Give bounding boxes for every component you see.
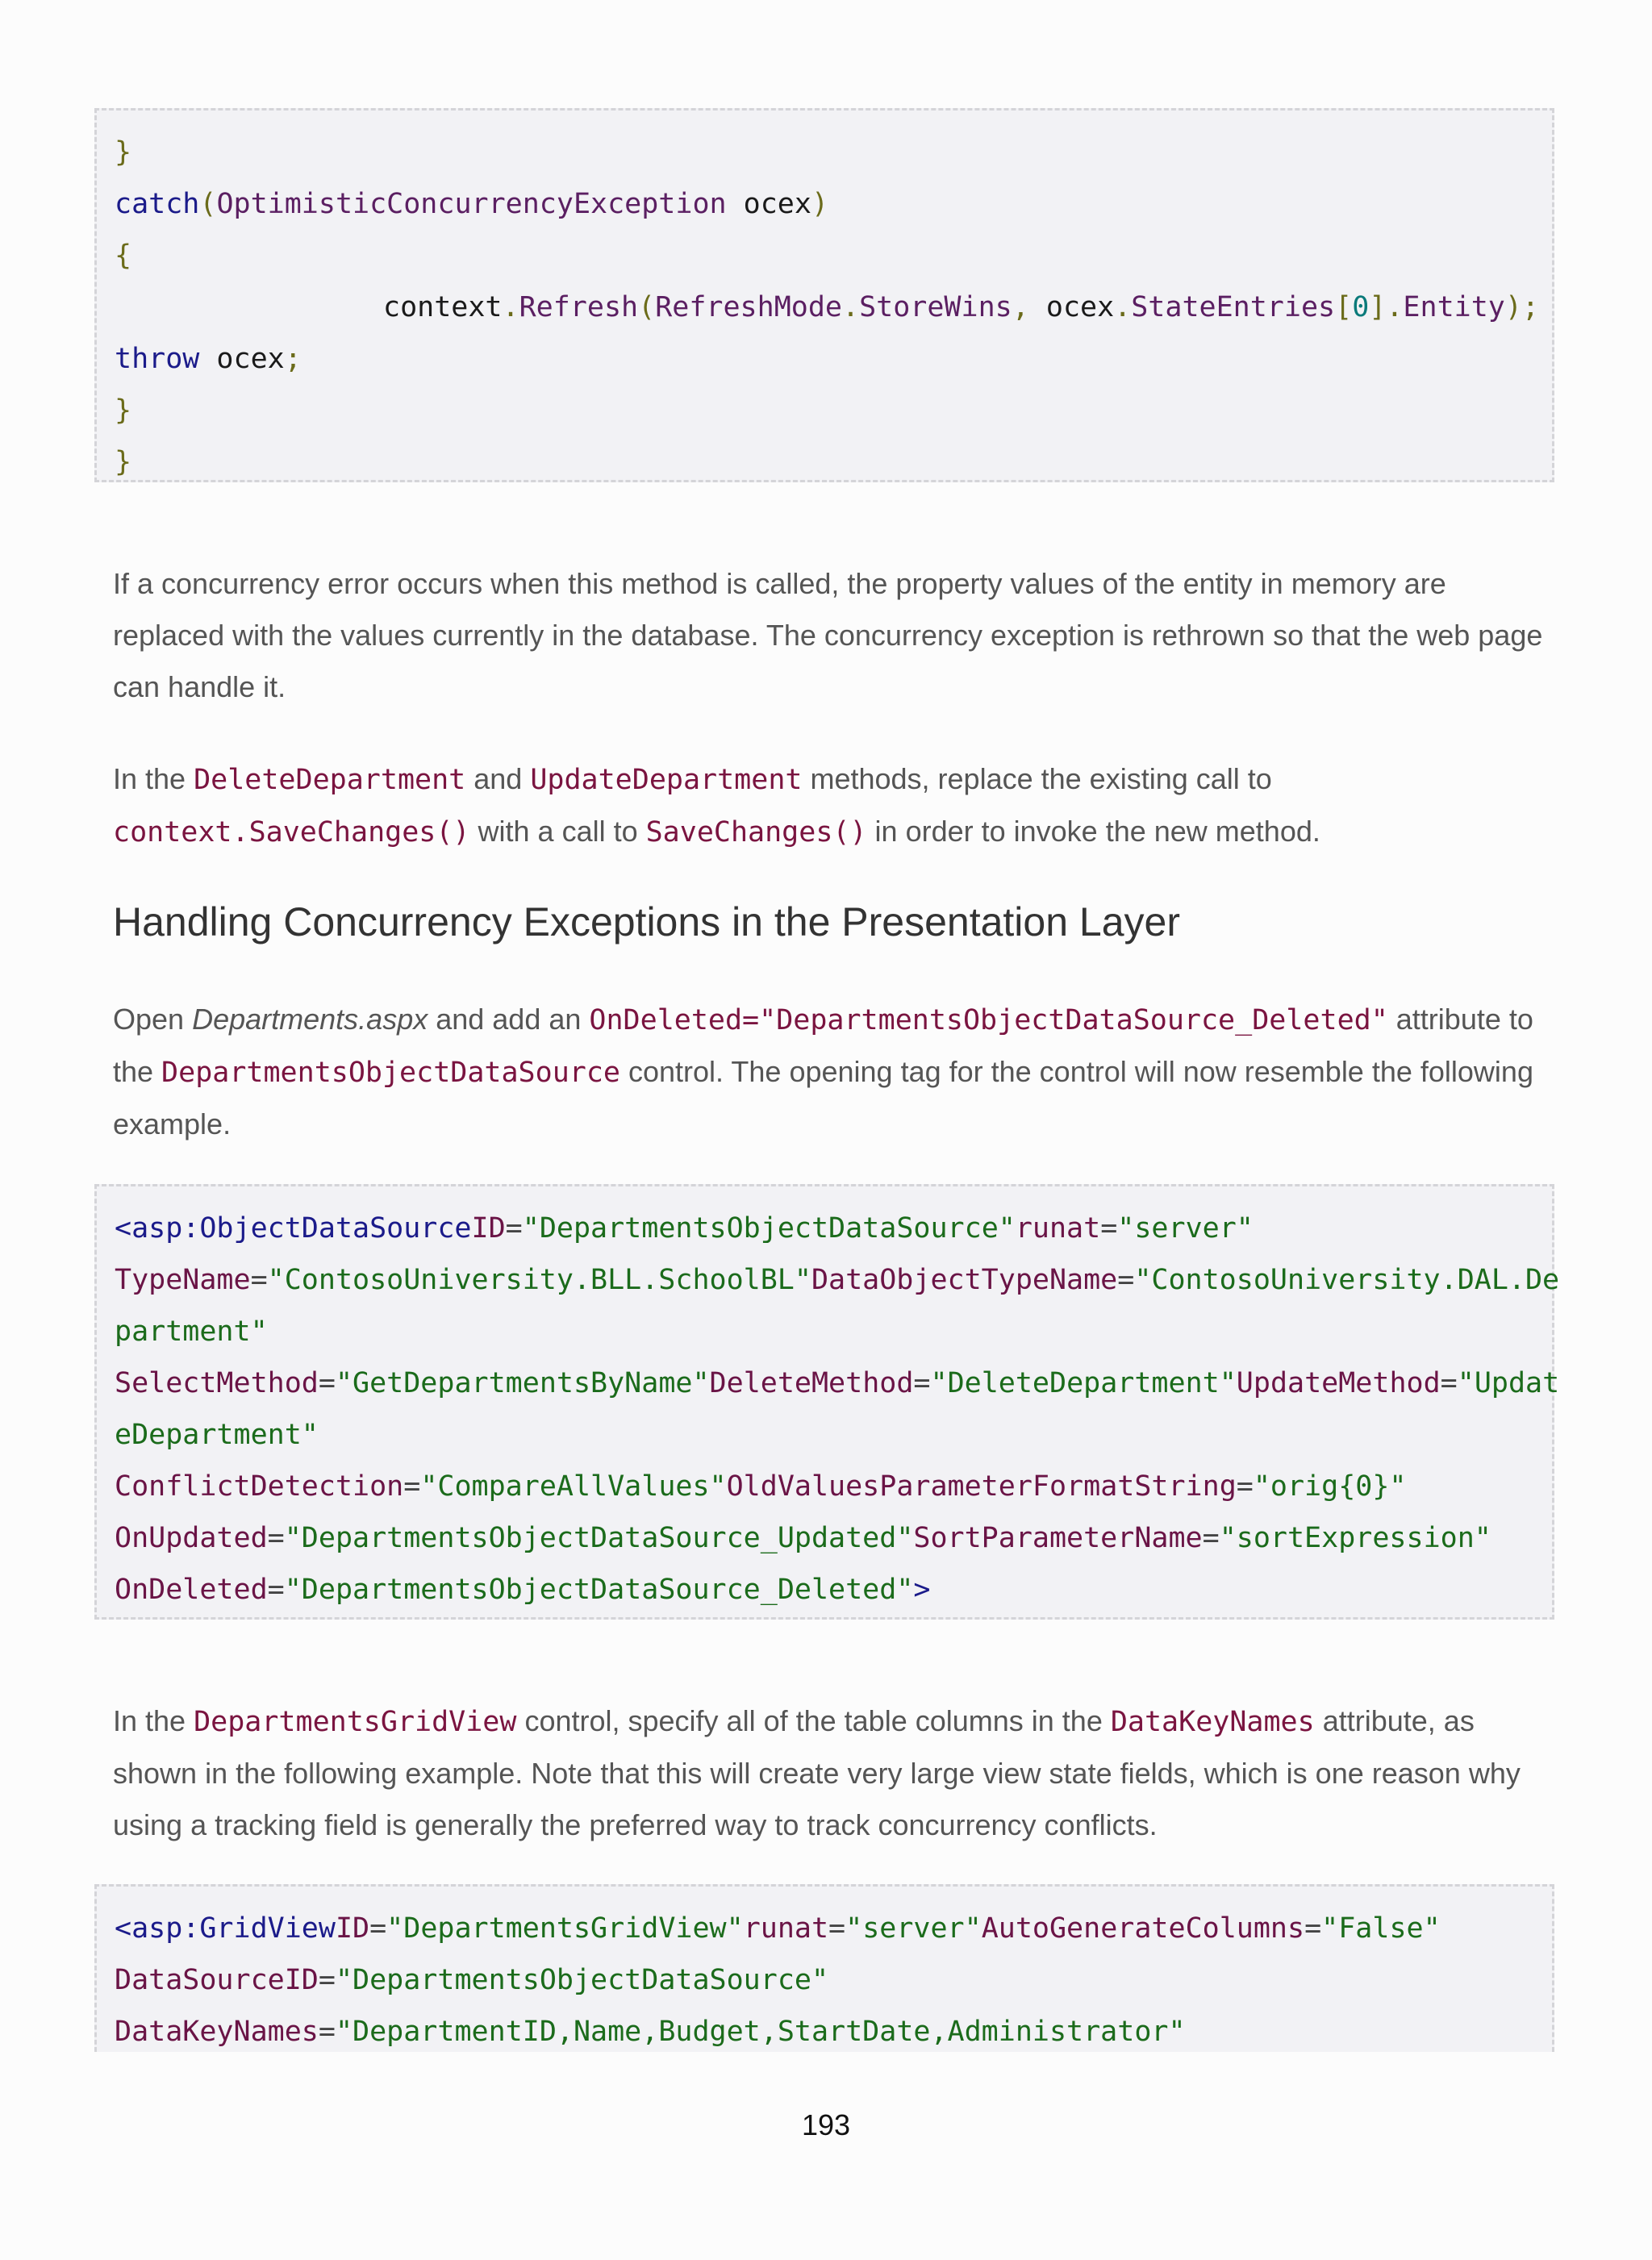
code-string: "Updat	[1457, 1367, 1560, 1399]
code-line-8	[115, 1564, 1534, 1616]
code-token: );	[1504, 291, 1540, 323]
code-attr: ConflictDetection	[115, 1470, 404, 1503]
code-string: "DeleteDepartment"	[930, 1367, 1237, 1399]
code-eq: =	[369, 1912, 387, 1945]
code-line-7	[115, 436, 1534, 488]
code-ident: context	[383, 291, 503, 323]
code-type: StoreWins	[859, 291, 1012, 323]
text: In the	[113, 762, 194, 795]
code-attr: DataObjectTypeName	[811, 1264, 1118, 1296]
code-line-5	[115, 1409, 1534, 1461]
code-token: ]	[1369, 291, 1387, 323]
code-eq: =	[1202, 1522, 1220, 1554]
code-line-2	[115, 1954, 1534, 2006]
text: and add an	[428, 1003, 590, 1036]
code-eq: =	[505, 1212, 523, 1245]
code-eq: =	[318, 1367, 336, 1399]
code-type: StateEntries	[1131, 291, 1336, 323]
code-line-3	[115, 230, 1534, 281]
code-eq: =	[403, 1470, 421, 1503]
code-attr: runat	[1015, 1212, 1101, 1245]
code-keyword: catch	[115, 188, 200, 220]
code-attr: runat	[743, 1912, 829, 1945]
code-token: }	[115, 446, 132, 478]
inline-code: UpdateDepartment	[530, 764, 803, 796]
text: in order to invoke the new method.	[866, 815, 1320, 848]
text: attribute, as shown in the following example. Note that this will create very large view state fields, which is one reason why using a tracking field is generally the preferred way to track concurrency conflicts.	[113, 1704, 1521, 1841]
code-token: }	[115, 394, 132, 427]
code-string: "ContosoUniversity.DAL.De	[1134, 1264, 1560, 1296]
code-tag: >	[913, 1574, 931, 1606]
code-token: {	[115, 240, 132, 272]
code-block-objectdatasource	[94, 1184, 1560, 1620]
page-number: 193	[801, 2108, 851, 2141]
text: with a call to	[469, 815, 646, 848]
code-attr: TypeName	[115, 1264, 251, 1296]
code-eq: =	[318, 2016, 336, 2048]
code-string: "GetDepartmentsByName"	[335, 1367, 710, 1399]
inline-code: DeleteDepartment	[194, 764, 466, 796]
code-keyword: throw	[115, 343, 200, 375]
code-attr: ID	[471, 1212, 506, 1245]
code-line-2	[115, 1254, 1560, 1306]
code-tag: <asp:ObjectDataSource	[115, 1212, 472, 1245]
code-block-gridview	[94, 1884, 1554, 2052]
code-string: "DepartmentsGridView"	[386, 1912, 744, 1945]
inline-code: context.SaveChanges()	[113, 816, 470, 849]
code-token: (	[199, 188, 217, 220]
code-eq: =	[1440, 1367, 1458, 1399]
text: Open	[113, 1003, 193, 1036]
code-tag: <asp:GridView	[115, 1912, 336, 1945]
code-string: "orig{0}"	[1253, 1470, 1407, 1503]
code-token: )	[811, 188, 829, 220]
code-attr: OldValuesParameterFormatString	[726, 1470, 1237, 1503]
code-attr: AutoGenerateColumns	[981, 1912, 1305, 1945]
code-line-6	[115, 385, 1534, 436]
text: In the	[113, 1704, 194, 1737]
code-eq: =	[828, 1912, 846, 1945]
inline-code: DepartmentsGridView	[194, 1706, 517, 1738]
code-line-5	[115, 333, 1534, 385]
code-line-4	[115, 281, 1540, 333]
text: attribute to the	[113, 1003, 1533, 1088]
code-eq: =	[250, 1264, 268, 1296]
code-attr: OnUpdated	[115, 1522, 268, 1554]
code-string: "ContosoUniversity.BLL.SchoolBL"	[267, 1264, 811, 1296]
code-string: "DepartmentID,Name,Budget,StartDate,Administrator"	[335, 2016, 1186, 2048]
inline-code: SaveChanges()	[645, 816, 867, 849]
code-string: "DepartmentsObjectDataSource"	[522, 1212, 1016, 1245]
code-string: "False"	[1321, 1912, 1441, 1945]
code-line-1	[115, 1903, 1534, 1954]
code-type: OptimisticConcurrencyException	[216, 188, 727, 220]
code-token: ;	[284, 343, 302, 375]
paragraph-concurrency-error: If a concurrency error occurs when this method is called, the property values of the entity in memory are replaced with the values currently in the database. The concurrency exception is rethrown so that the web page can handle it.	[113, 567, 1543, 703]
paragraph-datakeynames	[113, 1695, 1549, 1851]
paragraph-open-departments	[113, 994, 1549, 1150]
code-string: "sortExpression"	[1219, 1522, 1491, 1554]
code-eq: =	[913, 1367, 931, 1399]
code-attr: UpdateMethod	[1236, 1367, 1441, 1399]
code-attr: OnDeleted	[115, 1574, 268, 1606]
code-token: .	[502, 291, 519, 323]
code-eq: =	[267, 1574, 285, 1606]
code-type: RefreshMode	[655, 291, 842, 323]
code-line-4	[115, 1357, 1560, 1409]
code-number: 0	[1352, 291, 1370, 323]
code-string: "DepartmentsObjectDataSource_Deleted"	[284, 1574, 914, 1606]
code-attr: DeleteMethod	[709, 1367, 914, 1399]
code-string: eDepartment"	[115, 1419, 319, 1451]
code-string: "DepartmentsObjectDataSource_Updated"	[284, 1522, 914, 1554]
code-line-1	[115, 1203, 1534, 1254]
inline-code: OnDeleted="DepartmentsObjectDataSource_Deleted"	[589, 1004, 1388, 1036]
code-line-3	[115, 2006, 1534, 2058]
text: methods, replace the existing call to	[802, 762, 1272, 795]
code-eq: =	[318, 1964, 336, 1996]
code-ident: ocex	[726, 188, 811, 220]
code-type: Refresh	[519, 291, 639, 323]
code-string: "DepartmentsObjectDataSource"	[335, 1964, 829, 1996]
code-string: "server"	[845, 1912, 982, 1945]
code-token: [	[1335, 291, 1353, 323]
code-token: }	[115, 136, 132, 169]
inline-code: DataKeyNames	[1110, 1706, 1315, 1738]
code-attr: SortParameterName	[913, 1522, 1203, 1554]
code-string: partment"	[115, 1316, 268, 1348]
paragraph-replace-call	[113, 753, 1549, 858]
code-line-6	[115, 1461, 1534, 1512]
code-attr: DataKeyNames	[115, 2016, 319, 2048]
code-eq: =	[1100, 1212, 1118, 1245]
text: control. The opening tag for the control will now resemble the following example.	[113, 1055, 1533, 1140]
code-attr: ID	[335, 1912, 370, 1945]
code-eq: =	[1236, 1470, 1254, 1503]
code-line-1	[115, 127, 1534, 178]
code-token: .	[841, 291, 860, 323]
code-token: (	[638, 291, 656, 323]
code-ident: ocex	[199, 343, 285, 375]
code-eq: =	[267, 1522, 285, 1554]
inline-code: DepartmentsObjectDataSource	[161, 1057, 620, 1089]
code-token: .	[1114, 291, 1132, 323]
code-block-catch	[94, 108, 1554, 482]
filename: Departments.aspx	[192, 1003, 428, 1036]
code-line-3	[115, 1306, 1534, 1357]
code-line-2	[115, 178, 1534, 230]
code-attr: SelectMethod	[115, 1367, 319, 1399]
code-type: Entity	[1403, 291, 1505, 323]
code-string: "CompareAllValues"	[420, 1470, 727, 1503]
code-eq: =	[1304, 1912, 1322, 1945]
code-ident: ocex	[1028, 291, 1115, 323]
code-eq: =	[1117, 1264, 1135, 1296]
code-line-7	[115, 1512, 1534, 1564]
text: control, specify all of the table columns in the	[516, 1704, 1111, 1737]
code-token: .	[1386, 291, 1404, 323]
text: and	[465, 762, 531, 795]
section-heading: Handling Concurrency Exceptions in the Presentation Layer	[113, 899, 1180, 944]
code-string: "server"	[1117, 1212, 1254, 1245]
code-attr: DataSourceID	[115, 1964, 319, 1996]
code-token: ,	[1012, 291, 1029, 323]
